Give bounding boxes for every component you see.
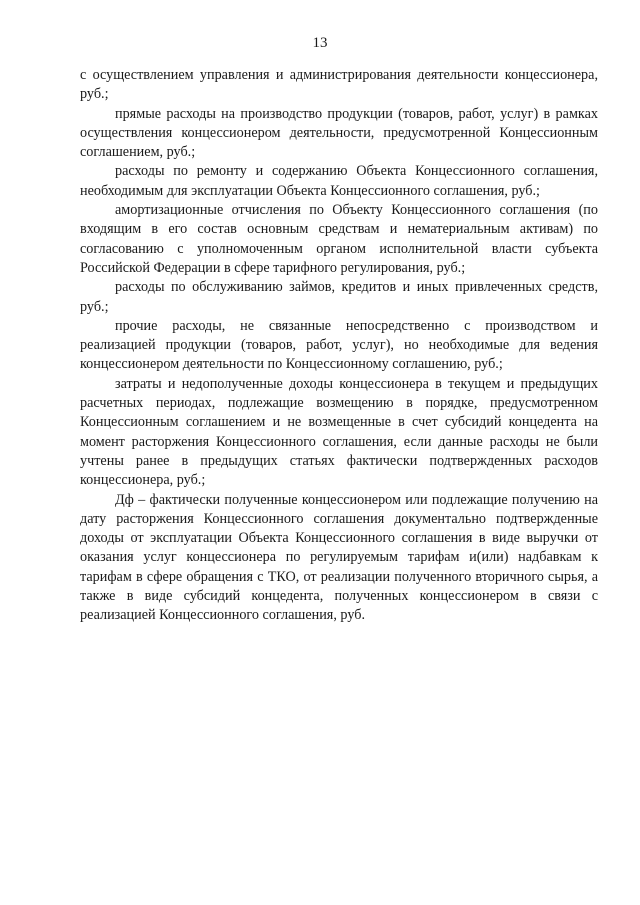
paragraph-costs-and-lost-income: затраты и недополученные доходы концессионера в текущем и предыдущих расчетных периодах, подлежащие возмещению в порядке, предусмотренном Концессионным соглашением и не возмещенные в счет субсидий концедента на момент расторжения Концессионного соглашения, если данные расходы не были учтены ранее в предыдущих статьях фактически подтвержденных расходов концессионера, руб.; <box>80 375 598 489</box>
document-body <box>80 66 598 626</box>
paragraph-repair-expenses: расходы по ремонту и содержанию Объекта Концессионного соглашения, необходимым для эксплуатации Объекта Концессионного соглашения, руб.; <box>80 163 598 199</box>
paragraph-depreciation: амортизационные отчисления по Объекту Концессионного соглашения (по входящим в его состав основным средствам и нематериальным активам) по согласованию с уполномоченным органом исполнительной власти субъекта Российской Федерации в сфере тарифного регулирования, руб.; <box>80 202 598 276</box>
paragraph-direct-expenses: прямые расходы на производство продукции (товаров, работ, услуг) в рамках осуществления концессионером деятельности, предусмотренной Концессионным соглашением, руб.; <box>80 105 598 161</box>
paragraph-other-expenses: прочие расходы, не связанные непосредственно с производством и реализацией продукции (товаров, работ, услуг), но необходимые для ведения концессионером деятельности по Концессионному соглашению, руб.; <box>80 317 598 373</box>
paragraph-admin-expenses: с осуществлением управления и администрирования деятельности концессионера, руб.; <box>80 67 598 103</box>
paragraph-loan-servicing: расходы по обслуживанию займов, кредитов и иных привлеченных средств, руб.; <box>80 279 598 315</box>
paragraph-actual-income: Дф – фактически полученные концессионером или подлежащие получению на дату расторжения Концессионного соглашения документально подтвержденные доходы от эксплуатации Объекта Концессионного соглашения в виде выручки от оказания услуг концессионера по регулируемым тарифам и(или) надбавкам к тарифам в сфере обращения с ТКО, от реализации полученного вторичного сырья, а также в виде субсидий концедента, полученных концессионером в связи с реализацией Концессионного соглашения, руб. <box>80 491 598 624</box>
page-number: 13 <box>312 35 328 51</box>
